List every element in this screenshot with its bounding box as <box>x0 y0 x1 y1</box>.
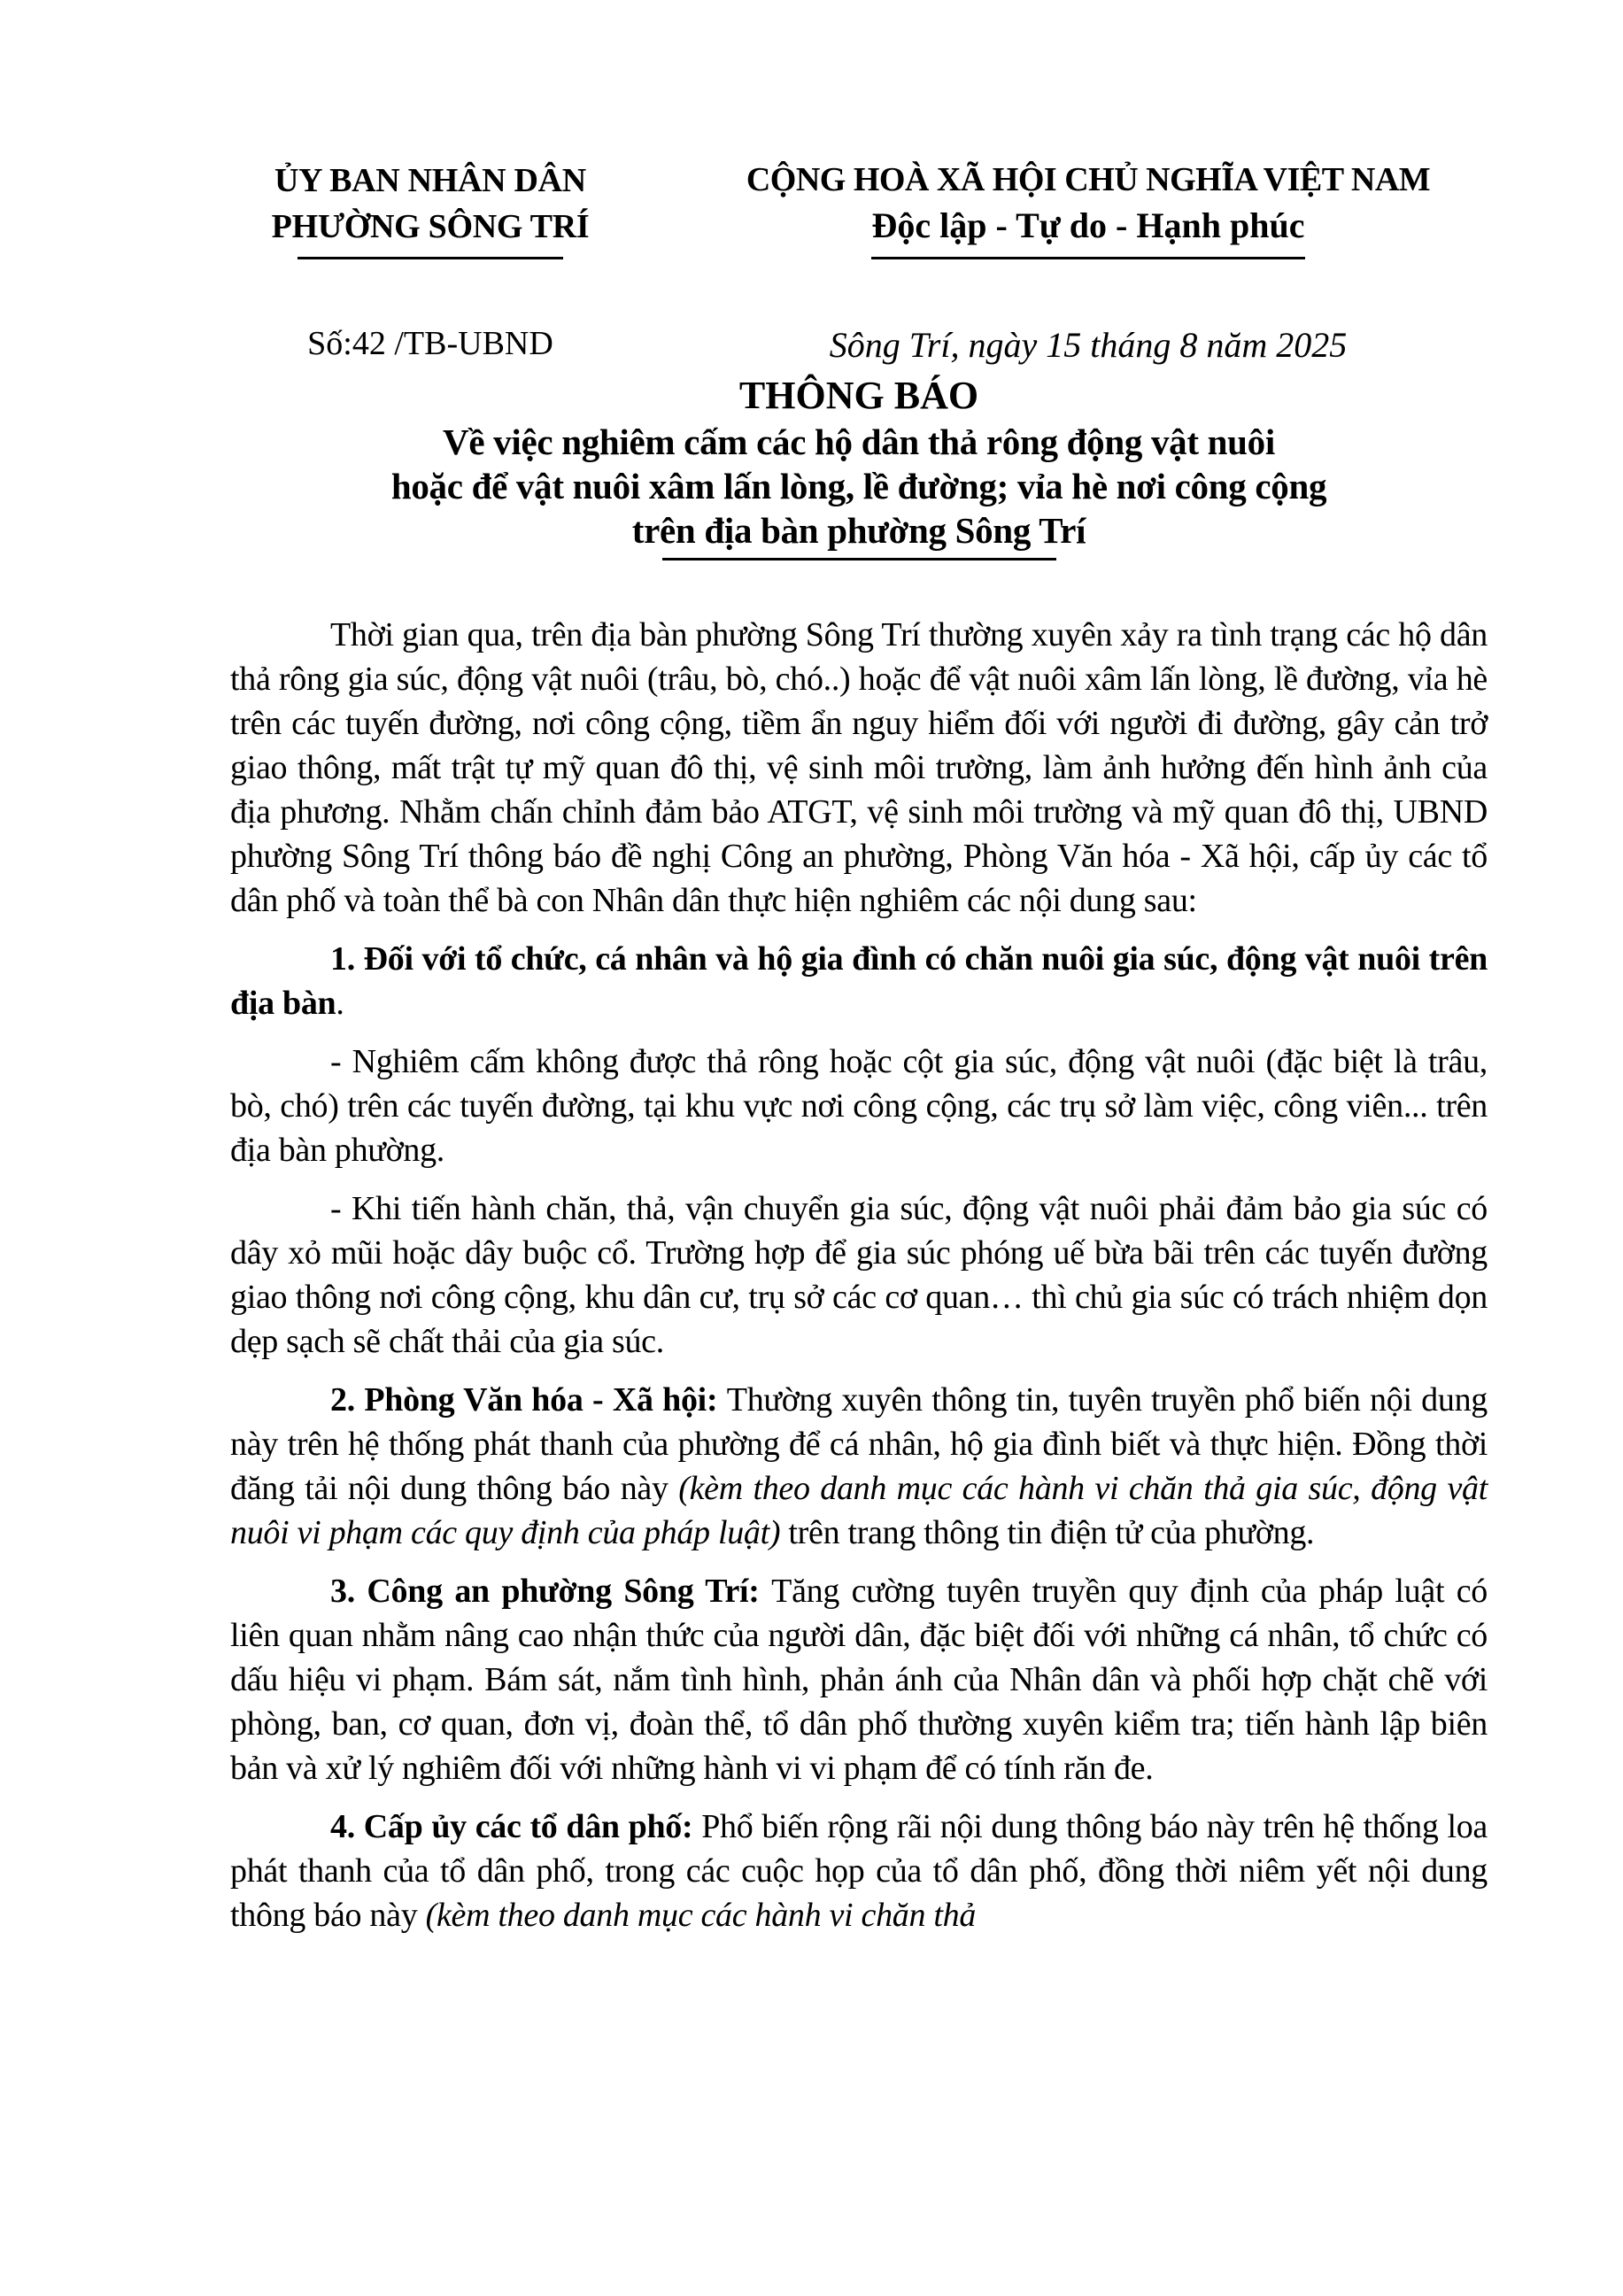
national-motto: Độc lập - Tự do - Hạnh phúc <box>871 205 1305 245</box>
issuing-authority-ward: PHƯỜNG SÔNG TRÍ <box>271 208 590 245</box>
text-run: trên trang thông tin điện tử của phường. <box>780 1514 1315 1551</box>
issuing-authority-block <box>227 158 634 364</box>
text-run: - Khi tiến hành chăn, thả, vận chuyển gia súc, động vật nuôi phải đảm bảo gia súc có dây xỏ mũi hoặc dây buộc cổ. Trường hợp để gia súc phóng uế bừa bãi trên các tuyến đường giao thông nơi công cộng, khu dân cư, trụ sở các cơ quan… thì chủ gia súc có trách nhiệm dọn dẹp sạch sẽ chất thải của gia súc. <box>230 1190 1488 1360</box>
paragraph <box>230 1378 1488 1555</box>
motto-underline <box>871 257 1305 259</box>
document-subtitle-line-2: hoặc để vật nuôi xâm lấn lòng, lề đường; vỉa hè nơi công cộng <box>390 466 1327 506</box>
paragraph <box>230 1805 1488 1937</box>
issuing-authority-name: ỦY BAN NHÂN DÂN <box>274 162 586 199</box>
title-block <box>230 372 1488 560</box>
document-subtitle-line-1: Về việc nghiêm cấm các hộ dân thả rông động vật nuôi <box>443 421 1275 462</box>
text-run: Thường xuyên thông tin, tuyên truyền phổ biến nội dung này trên hệ thống phát thanh của phường để cá nhân, hộ gia đình biết và thực hiện. Đồng thời đăng tải nội dung thông báo này <box>230 1381 1488 1507</box>
text-run: 1. Đối với tổ chức, cá nhân và hộ gia đình có chăn nuôi gia súc, động vật nuôi trên địa bàn <box>230 940 1488 1022</box>
text-run: 4. Cấp ủy các tổ dân phố: <box>330 1808 702 1845</box>
place-and-date: Sông Trí, ngày 15 tháng 8 năm 2025 <box>829 325 1348 365</box>
document-title: THÔNG BÁO <box>738 374 979 417</box>
text-run: 2. Phòng Văn hóa - Xã hội: <box>330 1381 727 1419</box>
title-underline <box>662 558 1056 560</box>
paragraph <box>230 1040 1488 1172</box>
document-number: Số:42 /TB-UBND <box>307 325 553 362</box>
text-run: Thời gian qua, trên địa bàn phường Sông Trí thường xuyên xảy ra tình trạng các hộ dân thả rông gia súc, động vật nuôi (trâu, bò, chó..) hoặc để vật nuôi xâm lấn lòng, lề đường, vỉa hè trên các tuyến đường, nơi công cộng, tiềm ẩn nguy hiểm đối với người đi đường, gây cản trở giao thông, mất trật tự mỹ quan đô thị, vệ sinh môi trường, làm ảnh hưởng đến hình ảnh của địa phương. Nhằm chấn chỉnh đảm bảo ATGT, vệ sinh môi trường và mỹ quan đô thị, UBND phường Sông Trí thông báo đề nghị Công an phường, Phòng Văn hóa - Xã hội, cấp ủy các tổ dân phố và toàn thể bà con Nhân dân thực hiện nghiêm các nội dung sau: <box>230 616 1488 919</box>
text-run: Phổ biến rộng rãi nội dung thông báo này trên hệ thống loa phát thanh của tổ dân phố, trong các cuộc họp của tổ dân phố, đồng thời niêm yết nội dung thông báo này <box>230 1808 1488 1934</box>
text-run: (kèm theo danh mục các hành vi chăn thả <box>425 1897 977 1934</box>
national-header-block <box>708 158 1468 366</box>
document-subtitle-line-3: trên địa bàn phường Sông Trí <box>631 510 1086 551</box>
authority-underline <box>298 257 563 259</box>
document-body <box>230 613 1488 1937</box>
paragraph <box>230 613 1488 923</box>
paragraph <box>230 937 1488 1025</box>
text-run: . <box>336 985 344 1022</box>
paragraph <box>230 1569 1488 1790</box>
text-run: (kèm theo danh mục các hành vi chăn thả gia súc, động vật nuôi vi phạm các quy định của pháp luật) <box>230 1470 1488 1551</box>
text-run: - Nghiêm cấm không được thả rông hoặc cột gia súc, động vật nuôi (đặc biệt là trâu, bò, chó) trên các tuyến đường, tại khu vực nơi công cộng, các trụ sở làm việc, công viên... trên địa bàn phường. <box>230 1043 1488 1169</box>
text-run: 3. Công an phường Sông Trí: <box>330 1573 772 1610</box>
paragraph <box>230 1187 1488 1364</box>
national-title: CỘNG HOÀ XÃ HỘI CHỦ NGHĨA VIỆT NAM <box>746 161 1431 198</box>
text-run: Tăng cường tuyên truyền quy định của pháp luật có liên quan nhằm nâng cao nhận thức của người dân, đặc biệt đối với những cá nhân, tổ chức có dấu hiệu vi phạm. Bám sát, nắm tình hình, phản ánh của Nhân dân và phối hợp chặt chẽ với phòng, ban, cơ quan, đơn vị, đoàn thể, tổ dân phố thường xuyên kiểm tra; tiến hành lập biên bản và xử lý nghiêm đối với những hành vi vi phạm để có tính răn đe. <box>230 1573 1488 1787</box>
